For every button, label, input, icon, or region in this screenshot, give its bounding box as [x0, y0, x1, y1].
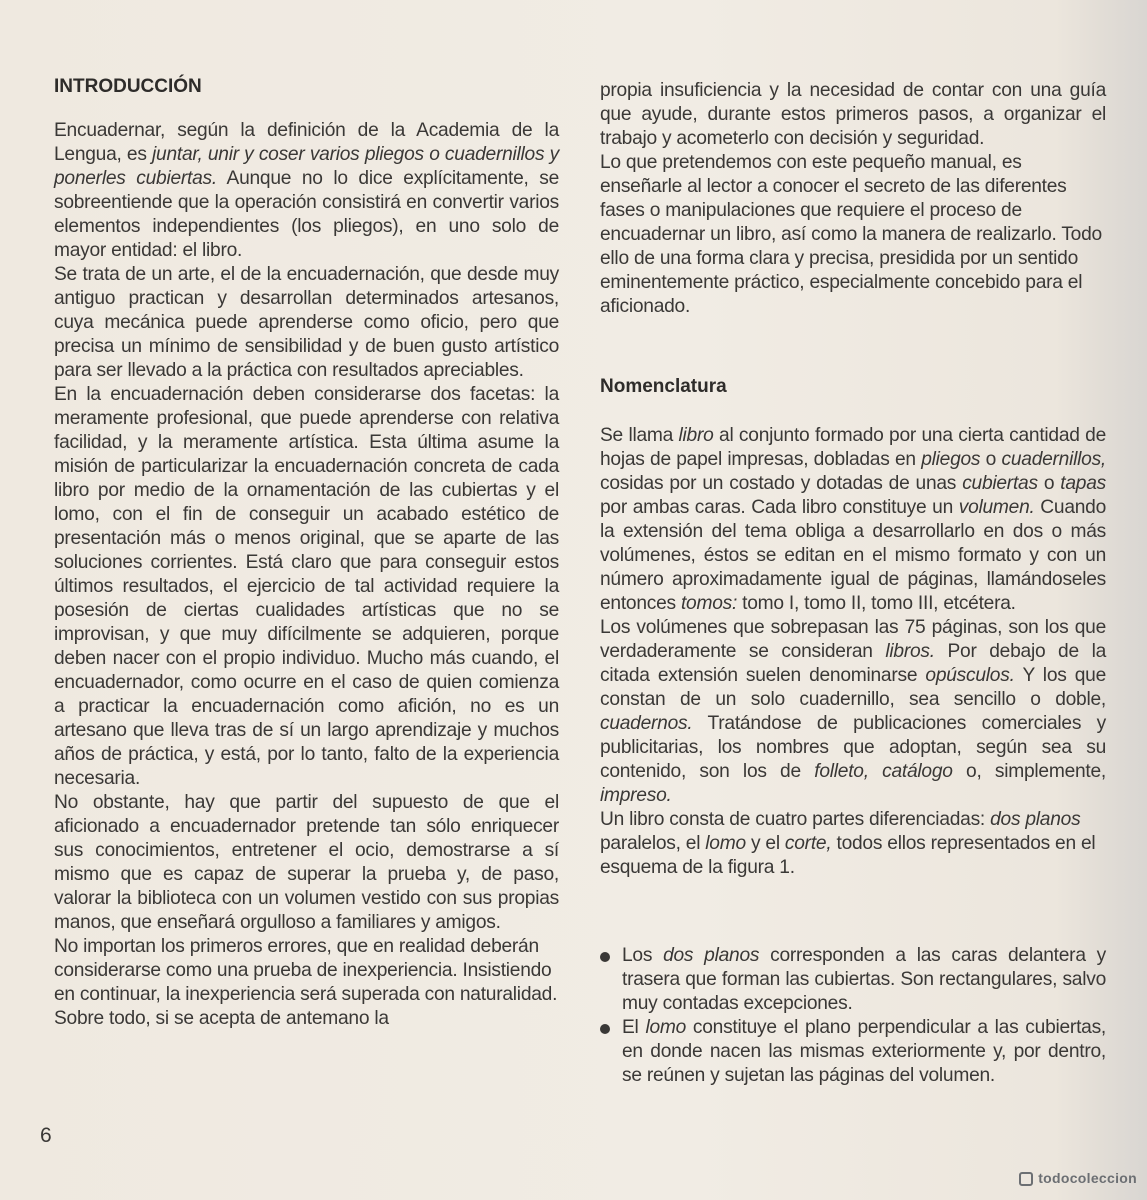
- paragraph: [600, 808, 1106, 880]
- text-run: y el: [745, 833, 785, 854]
- text-run: Un libro consta de cuatro partes diferenciadas:: [600, 809, 991, 830]
- paragraph: [600, 79, 1106, 151]
- text-run: constituye el plano perpendicular a las cubiertas, en donde nacen las mismas exteriormente y, por dentro, se reúnen y sujetan las páginas del volumen.: [622, 1017, 1106, 1086]
- text-run: o, simplemente,: [952, 761, 1106, 782]
- italic-term: juntar, unir y coser varios pliegos o cuadernillos y ponerles cubiertas.: [54, 144, 559, 189]
- text-run: Aunque no lo dice explícitamente, se sobreentiende que la operación consistirá en convertir varios elementos independientes (los pliegos), en uno solo de mayor entidad: el libro.: [54, 168, 559, 261]
- paragraph: [54, 383, 559, 791]
- page-number: 6: [40, 1124, 52, 1147]
- italic-term: cuadernillos,: [1001, 449, 1106, 470]
- italic-term: libro: [678, 425, 714, 446]
- italic-term: pliegos: [921, 449, 981, 470]
- text-run: o: [980, 449, 1002, 470]
- italic-term: volumen.: [958, 497, 1035, 518]
- text-run: Los: [622, 945, 664, 966]
- italic-term: corte,: [784, 833, 832, 854]
- text-run: Y los que constan de un solo cuadernillo, sea sencillo o doble,: [600, 665, 1107, 710]
- text-run: No obstante, hay que partir del supuesto de que el aficionado a encuadernador pretende tan sólo enriquecer sus conocimientos, entretener el ocio, demostrarse a sí mismo que es capaz de superar la prueba y, de paso, valorar la biblioteca con un volumen vestido con sus propias manos, que enseñará orgulloso a familiares y amigos.: [54, 792, 559, 933]
- paragraph: [54, 791, 559, 935]
- nomenclature-body: [600, 424, 1106, 880]
- italic-term: opúsculos.: [925, 665, 1015, 686]
- text-run: Tratándose de publicaciones comerciales y publicitarias, los nombres que adoptan, según sea su contenido, son los de: [600, 713, 1106, 782]
- text-run: Los volúmenes que sobrepasan las 75 páginas, son los que verdaderamente se consideran: [600, 617, 1106, 662]
- watermark-logo-icon: [1019, 1172, 1033, 1186]
- text-run: Se trata de un arte, el de la encuadernación, que desde muy antiguo practican y desarrollan determinados artesanos, cuya mecánica puede aprenderse como oficio, pero que precisa un mínimo de sensibilidad y de buen gusto artístico para ser llevado a la práctica con resultados apreciables.: [54, 264, 559, 381]
- text-run: Lo que pretendemos con este pequeño manual, es enseñarle al lector a conocer el secreto de las diferentes fases o manipulaciones que requiere el proceso de encuadernar un libro, así como la manera de realizarlo. Todo ello de una forma clara y precisa, presidida por un sentido eminentemente práctico, especialmente concebido para el aficionado.: [600, 152, 1102, 317]
- paragraph: [54, 119, 559, 263]
- bullet-item: [600, 1016, 1106, 1088]
- section-heading-nomenclatura: Nomenclatura: [600, 376, 727, 397]
- text-run: por ambas caras. Cada libro constituye un: [600, 497, 959, 518]
- italic-term: cubiertas: [962, 473, 1038, 494]
- text-run: tomo I, tomo II, tomo III, etcétera.: [737, 593, 1016, 614]
- text-run: Encuadernar, según la definición de la Academia de la Lengua, es: [54, 120, 559, 165]
- italic-term: tomos:: [680, 593, 738, 614]
- paragraph: [600, 424, 1106, 616]
- text-run: o: [1037, 473, 1061, 494]
- text-run: No importan los primeros errores, que en realidad deberán considerarse como una prueba de inexperiencia. Insistiendo en continuar, la inexperiencia será superada con naturalidad. Sobre todo, si se acepta de antemano la: [54, 936, 558, 1029]
- paragraph: [600, 616, 1106, 808]
- text-run: al conjunto formado por una cierta cantidad de hojas de papel impresas, dobladas en: [600, 425, 1106, 470]
- bullet-dot-icon: [600, 952, 610, 962]
- text-run: paralelos, el: [600, 833, 706, 854]
- right-column-intro: [600, 79, 1106, 319]
- text-run: Se llama: [600, 425, 679, 446]
- watermark-text: todocoleccion: [1038, 1170, 1137, 1186]
- bullet-dot-icon: [600, 1024, 610, 1034]
- italic-term: libros.: [885, 641, 935, 662]
- italic-term: tapas: [1060, 473, 1106, 494]
- watermark: [1019, 1170, 1137, 1186]
- text-run: todos ellos representados en el esquema de la figura 1.: [600, 833, 1096, 878]
- italic-term: cuadernos.: [600, 713, 693, 734]
- text-run: Cuando la extensión del tema obliga a desarrollarlo en dos o más volúmenes, éstos se editan en el mismo formato y con un número aproximadamente igual de páginas, llamándoseles entonces: [600, 497, 1107, 614]
- italic-term: lomo: [705, 833, 746, 854]
- left-column: [54, 119, 559, 1031]
- bullet-list: [600, 944, 1106, 1088]
- text-run: Por debajo de la citada extensión suelen denominarse: [600, 641, 1106, 686]
- italic-term: dos planos: [663, 945, 760, 966]
- bullet-items: [600, 944, 1106, 1088]
- italic-term: folleto, catálogo: [814, 761, 953, 782]
- text-run: El: [622, 1017, 646, 1038]
- text-run: corresponden a las caras delantera y trasera que forman las cubiertas. Son rectangulares, salvo muy contadas excepciones.: [622, 945, 1106, 1014]
- text-run: En la encuadernación deben considerarse dos facetas: la meramente profesional, que puede aprenderse con relativa facilidad, y la meramente artística. Esta última asume la misión de particularizar la encuadernación concreta de cada libro por medio de la ornamentación de las cubiertas y el lomo, con el fin de conseguir un acabado estético de presentación más o menos original, que se aparte de las soluciones corrientes. Está claro que para conseguir estos últimos resultados, el ejercicio de tal actividad requiere la posesión de ciertas cualidades artísticas que no se improvisan, y que muy difícilmente se adquieren, porque deben nacer con el propio individuo. Mucho más cuando, el encuadernador, como ocurre en el caso de quien comienza a practicar la encuadernación como afición, no es un artesano que lleva tras de sí un largo aprendizaje y muchos años de práctica, y está, por lo tanto, falto de la experiencia necesaria.: [54, 384, 559, 789]
- paragraph: [600, 151, 1106, 319]
- paragraph: [54, 935, 559, 1031]
- bullet-item: [600, 944, 1106, 1016]
- text-run: cosidas por un costado y dotadas de unas: [600, 473, 963, 494]
- italic-term: dos planos: [990, 809, 1081, 830]
- italic-term: impreso.: [600, 785, 672, 806]
- paragraph: [54, 263, 559, 383]
- italic-term: lomo: [645, 1017, 687, 1038]
- text-run: propia insuficiencia y la necesidad de contar con una guía que ayude, durante estos primeros pasos, a organizar el trabajo y acometerlo con decisión y seguridad.: [600, 80, 1106, 149]
- section-heading-introduccion: INTRODUCCIÓN: [54, 76, 202, 97]
